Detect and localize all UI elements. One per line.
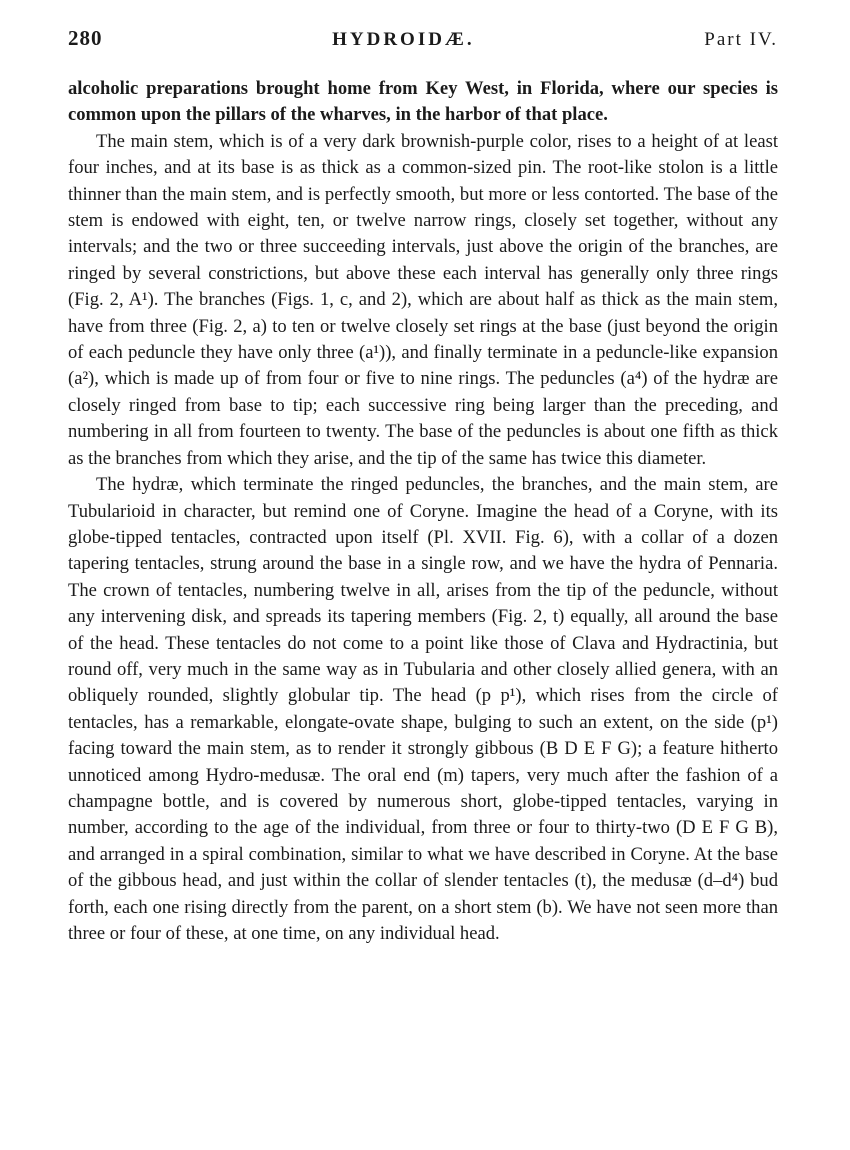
paragraph-3: The hydræ, which terminate the ringed peduncles, the branches, and the main stem, are Tubularioid in character, but remind one of Coryne. Imagine the head of a Coryne, with its globe-tipped tentacles, contracted upon itself (Pl. XVII. Fig. 6), with a collar of a dozen tapering tentacles, strung around the base in a single row, and we have the hydra of Pennaria. The crown of tentacles, numbering twelve in all, arises from the tip of the peduncle, without any intervening disk, and spreads its tapering members (Fig. 2, t) equally, all around the base of the head. These tentacles do not come to a point like those of Clava and Hydractinia, but round off, very much in the same way as in Tubularia and other closely allied genera, with an obliquely rounded, slightly globular tip. The head (p p¹), which rises from the circle of tentacles, has a remarkable, elongate-ovate shape, bulging to such an extent, on the side (p¹) facing toward the main stem, as to render it strongly gibbous (B D E F G); a feature hitherto unnoticed among Hydro-medusæ. The oral end (m) tapers, very much after the fashion of a champagne bottle, and is covered by numerous short, globe-tipped tentacles, varying in number, according to the age of the individual, from three or four to thirty-two (D E F G B), and arranged in a spiral combination, similar to what we have described in Coryne. At the base of the gibbous head, and just within the collar of slender tentacles (t), the medusæ (d–d⁴) bud forth, each one rising directly from the parent, on a short stem (b). We have not seen more than three or four of these, at one time, on any individual head. xyxy=(68,474,778,944)
body-text xyxy=(68,76,778,947)
page-number: 280 xyxy=(68,26,103,50)
paragraph-2: The main stem, which is of a very dark brownish-purple color, rises to a height of at least four inches, and at its base is as thick as a common-sized pin. The root-like stolon is a little thinner than the main stem, and is perfectly smooth, but more or less contorted. The base of the stem is endowed with eight, ten, or twelve narrow rings, closely set together, without any intervals; and the two or three succeeding intervals, just above the origin of the branches, are ringed by several constrictions, but above these each interval has generally only three rings (Fig. 2, A¹). The branches (Figs. 1, c, and 2), which are about half as thick as the main stem, have from three (Fig. 2, a) to ten or twelve closely set rings at the base (just beyond the origin of each peduncle they have only three (a¹)), and finally terminate in a peduncle-like expansion (a²), which is made up of from four or five to nine rings. The peduncles (a⁴) of the hydræ are closely ringed from base to tip; each successive ring being larger than the preceding, and numbering in all from fourteen to twenty. The base of the peduncles is about one fifth as thick as the branches from which they arise, and the tip of the same has twice this diameter. xyxy=(68,130,778,469)
running-head xyxy=(68,26,778,66)
running-title: HYDROIDÆ. xyxy=(332,29,475,50)
paragraph-1: alcoholic preparations brought home from Key West, in Florida, where our species is common upon the pillars of the wharves, in the harbor of that place. xyxy=(68,78,778,126)
part-label: Part IV. xyxy=(704,29,778,50)
